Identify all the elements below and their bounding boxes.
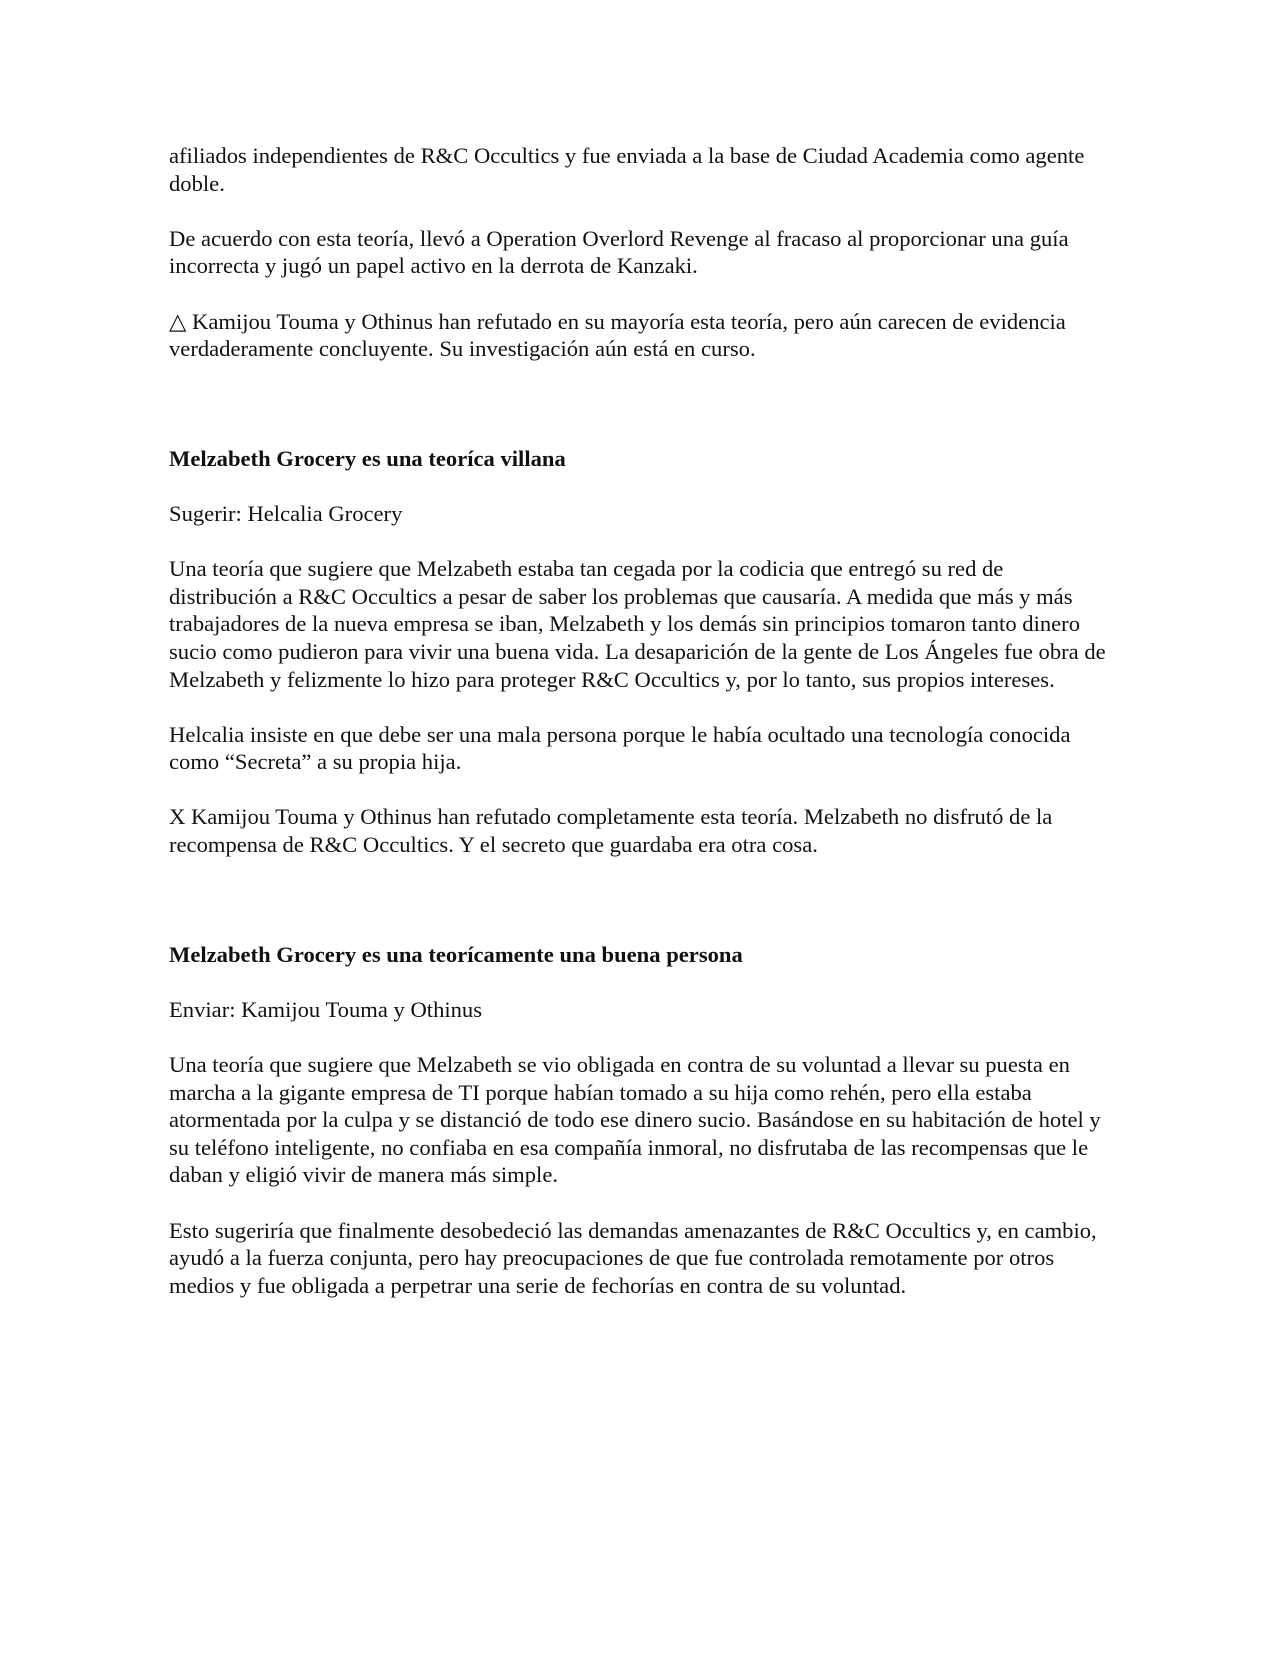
intro-paragraph: afiliados independientes de R&C Occultics y fue enviada a la base de Ciudad Academia como agente doble.	[169, 143, 1085, 196]
section-paragraph: Una teoría que sugiere que Melzabeth se vio obligada en contra de su voluntad a llevar su puesta en marcha a la gigante empresa de TI porque habían tomado a su hija como rehén, pero ella estaba atormentada por la culpa y se distanció de todo ese dinero sucio. Basándose en su habitación de hotel y su teléfono inteligente, no confiaba en esa compañía inmoral, no disfrutaba de las recompensas que le daban y eligió vivir de manera más simple.	[169, 1052, 1101, 1188]
section-heading: Melzabeth Grocery es una teoríca villana	[169, 445, 566, 471]
document-page	[169, 142, 1109, 1299]
partially-refuted-note: △ Kamijou Touma y Othinus han refutado en su mayoría esta teoría, pero aún carecen de evidencia verdaderamente concluyente. Su investigación aún está en curso.	[169, 308, 1066, 362]
section-byline: Sugerir: Helcalia Grocery	[169, 500, 403, 526]
section-paragraph: Helcalia insiste en que debe ser una mala persona porque le había ocultado una tecnología conocida como “Secreta” a su propia hija.	[169, 721, 1071, 775]
section-heading: Melzabeth Grocery es una teorícamente una buena persona	[169, 941, 743, 967]
section-paragraph: Esto sugeriría que finalmente desobedeció las demandas amenazantes de R&C Occultics y, en cambio, ayudó a la fuerza conjunta, pero hay preocupaciones de que fue controlada remotamente por otros medios y fue obligada a perpetrar una serie de fechorías en contra de su voluntad.	[169, 1217, 1097, 1298]
theory-section-good-person	[169, 941, 1109, 1300]
section-byline: Enviar: Kamijou Touma y Othinus	[169, 996, 483, 1022]
refuted-note: X Kamijou Touma y Othinus han refutado completamente esta teoría. Melzabeth no disfrutó de la recompensa de R&C Occultics. Y el secreto que guardaba era otra cosa.	[169, 804, 1053, 858]
intro-paragraph: De acuerdo con esta teoría, llevó a Operation Overlord Revenge al fracaso al proporcionar una guía incorrecta y jugó un papel activo en la derrota de Kanzaki.	[169, 225, 1069, 279]
section-paragraph: Una teoría que sugiere que Melzabeth estaba tan cegada por la codicia que entregó su red de distribución a R&C Occultics a pesar de saber los problemas que causaría. A medida que más y más trabajadores de la nueva empresa se iban, Melzabeth y los demás sin principios tomaron tanto dinero sucio como pudieron para vivir una buena vida. La desaparición de la gente de Los Ángeles fue obra de Melzabeth y felizmente lo hizo para proteger R&C Occultics y, por lo tanto, sus propios intereses.	[169, 556, 1106, 692]
theory-section-villain	[169, 445, 1109, 859]
